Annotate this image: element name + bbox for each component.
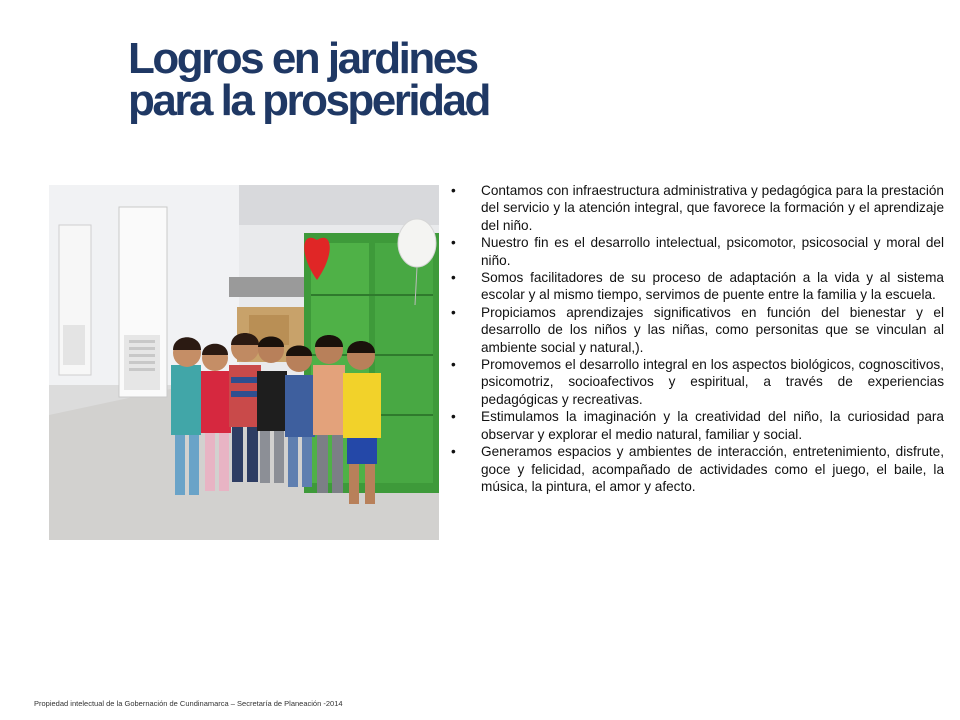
list-item-text: Nuestro fin es el desarrollo intelectual, psicomotor, psicosocial y moral del niño. xyxy=(481,235,944,268)
slide-title-line-2: para la prosperidad xyxy=(128,76,489,125)
copyright-footer: Propiedad intelectual de la Gobernación de Cundinamarca – Secretaría de Planeación -2014 xyxy=(34,699,343,708)
list-item xyxy=(448,443,944,495)
bullet-icon: • xyxy=(451,183,456,198)
list-item xyxy=(448,182,944,234)
list-item-text: Somos facilitadores de su proceso de adaptación a la vida y al sistema escolar y al mismo tiempo, servimos de puente entre la familia y la escuela. xyxy=(481,270,944,303)
list-item-text: Propiciamos aprendizajes significativos en función del bienestar y el desarrollo de los niños y las niñas, como personitas que se vinculan al ambiente social y natural,). xyxy=(481,304,944,355)
bullet-icon: • xyxy=(451,304,456,320)
list-item-text: Promovemos el desarrollo integral en los aspectos biológicos, cognoscitivos, psicomotriz, socioafectivos y espiritual, a través de experiencias pedagógicas y recreativas. xyxy=(481,357,944,407)
bullet-icon: • xyxy=(451,409,456,425)
bullet-icon: • xyxy=(451,444,456,460)
list-item xyxy=(448,304,944,356)
list-item-text: Estimulamos la imaginación y la creatividad del niño, la curiosidad para observar y explorar el medio natural, familiar y social. xyxy=(481,409,944,442)
list-item xyxy=(448,269,944,304)
slide-title-line-1: Logros en jardines xyxy=(128,34,477,83)
children-classroom-photo xyxy=(49,185,439,540)
bullet-icon: • xyxy=(451,357,456,373)
achievements-list xyxy=(448,182,944,495)
slide-title xyxy=(128,34,489,125)
list-item xyxy=(448,408,944,443)
bullet-icon: • xyxy=(451,235,456,251)
list-item xyxy=(448,234,944,269)
bullet-icon: • xyxy=(451,270,456,286)
list-item-text: Generamos espacios y ambientes de interacción, entretenimiento, disfrute, goce y felicidad, acompañado de actividades como el juego, el baile, la música, la pintura, el amor y afecto. xyxy=(481,444,944,494)
list-item xyxy=(448,356,944,408)
list-item-text: Contamos con infraestructura administrativa y pedagógica para la prestación del servicio y la atención integral, que favorece la formación y el aprendizaje del niño. xyxy=(481,183,944,233)
